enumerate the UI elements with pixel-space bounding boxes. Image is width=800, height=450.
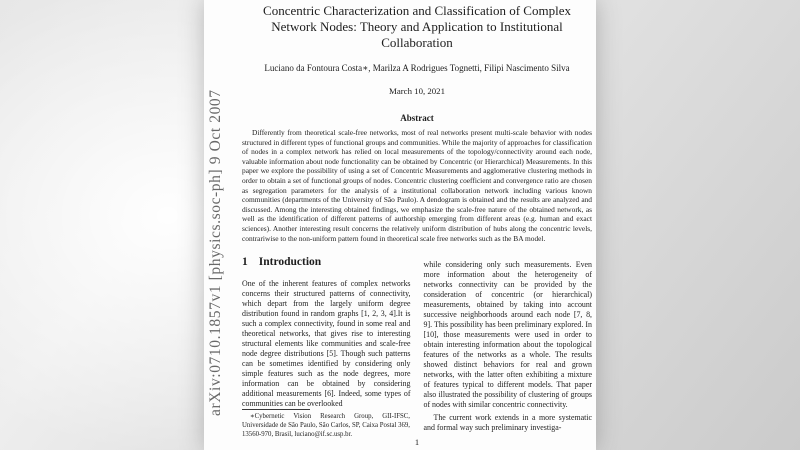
intro-paragraph-second: The current work extends in a more systematic and formal way such preliminary investiga- (423, 413, 592, 432)
paper-title: Concentric Characterization and Classification of Complex Network Nodes: Theory and Application to Institutional Collaboration (263, 3, 571, 50)
left-column (242, 256, 411, 433)
arxiv-sidebar-stamp: arXiv:0710.1857v1 [physics.soc-ph] 9 Oct 2007 (207, 89, 224, 416)
paper-page (204, 0, 596, 450)
page-content (242, 0, 592, 450)
section-number: 1 (242, 256, 248, 268)
date-line: March 10, 2021 (389, 86, 445, 96)
two-column-body (242, 256, 592, 433)
section-heading (242, 256, 411, 268)
page-number: 1 (414, 437, 420, 447)
abstract-text: Differently from theoretical scale-free networks, most of real networks present multi-scale behavior with nodes structured in different types of functional groups and communities. While the majority of approaches for classification of nodes in a complex network has relied on local measurements of the topology/connectivity around each node, valuable information about node functionality can be obtained by Concentric (or Hierarchical) Measurements. In this paper we explore the possibility of using a set of Concentric Measurements and agglomerative clustering methods in order to obtain a set of functional groups of nodes. Concentric clustering coefficient and convergence ratio are chosen as segregation parameters for the analysis of a institutional collaboration network including various known communities (departments of the University of São Paulo). A dendogram is obtained and the results are analyzed and discussed. Among the interesting obtained findings, we emphasize the scale-free nature of the obtained network, as well as the identification of different patterns of authorship emerging from different areas (e.g. human and exact sciences). Another interesting result concerns the relatively uniform distribution of hubs along the concentric levels, contrariwise to the non-uniform pattern found in theoretical scale free networks such as the BA model. (242, 128, 592, 243)
section-title: Introduction (258, 256, 322, 268)
footnote-rule (242, 409, 310, 410)
right-column (424, 256, 593, 433)
authors-line: Luciano da Fontoura Costa∗, Marilza A Rodrigues Tognetti, Filipi Nascimento Silva (264, 63, 570, 73)
abstract-heading: Abstract (400, 113, 434, 123)
footnote-text: ∗Cybernetic Vision Research Group, GII-IFSC, Universidade de São Paulo, São Carlos, SP, Caixa Postal 369, 13560-970, Brasil, luciano@if.sc.usp.br. (242, 413, 410, 438)
intro-paragraph-right: while considering only such measurements. Even more information about the heterogeneity of networks connectivity can be provided by the consideration of concentric (or hierarchical) measurements, obtained by taking into account successive neighborhoods around each node [7, 8, 9]. This possibility has been preliminary explored. In [10], those measurements were used in order to obtain interesting information about the topological features of the networks as a whole. The results showed distinct behaviors for real and grown networks, with the latter often exhibiting a mixture of features typical to different models. That paper also illustrated the possibility of clustering of groups of nodes with similar concentric connectivity. (423, 260, 592, 409)
intro-paragraph-left: One of the inherent features of complex networks concerns their structured patterns of connectivity, which depart from the largely uniform degree distribution found in random graphs [1, 2, 3, 4].It is such a complex connectivity, found in some real and theoretical networks, that gives rise to interesting structural elements like communities and scale-free node degree distributions [5]. Though such patterns can be sometimes identified by considering only simple features such as the node degrees, more information can be obtained by considering additional measurements [6]. Indeed, some types of communities can be overlooked (242, 279, 411, 408)
footnote-block (242, 409, 410, 440)
